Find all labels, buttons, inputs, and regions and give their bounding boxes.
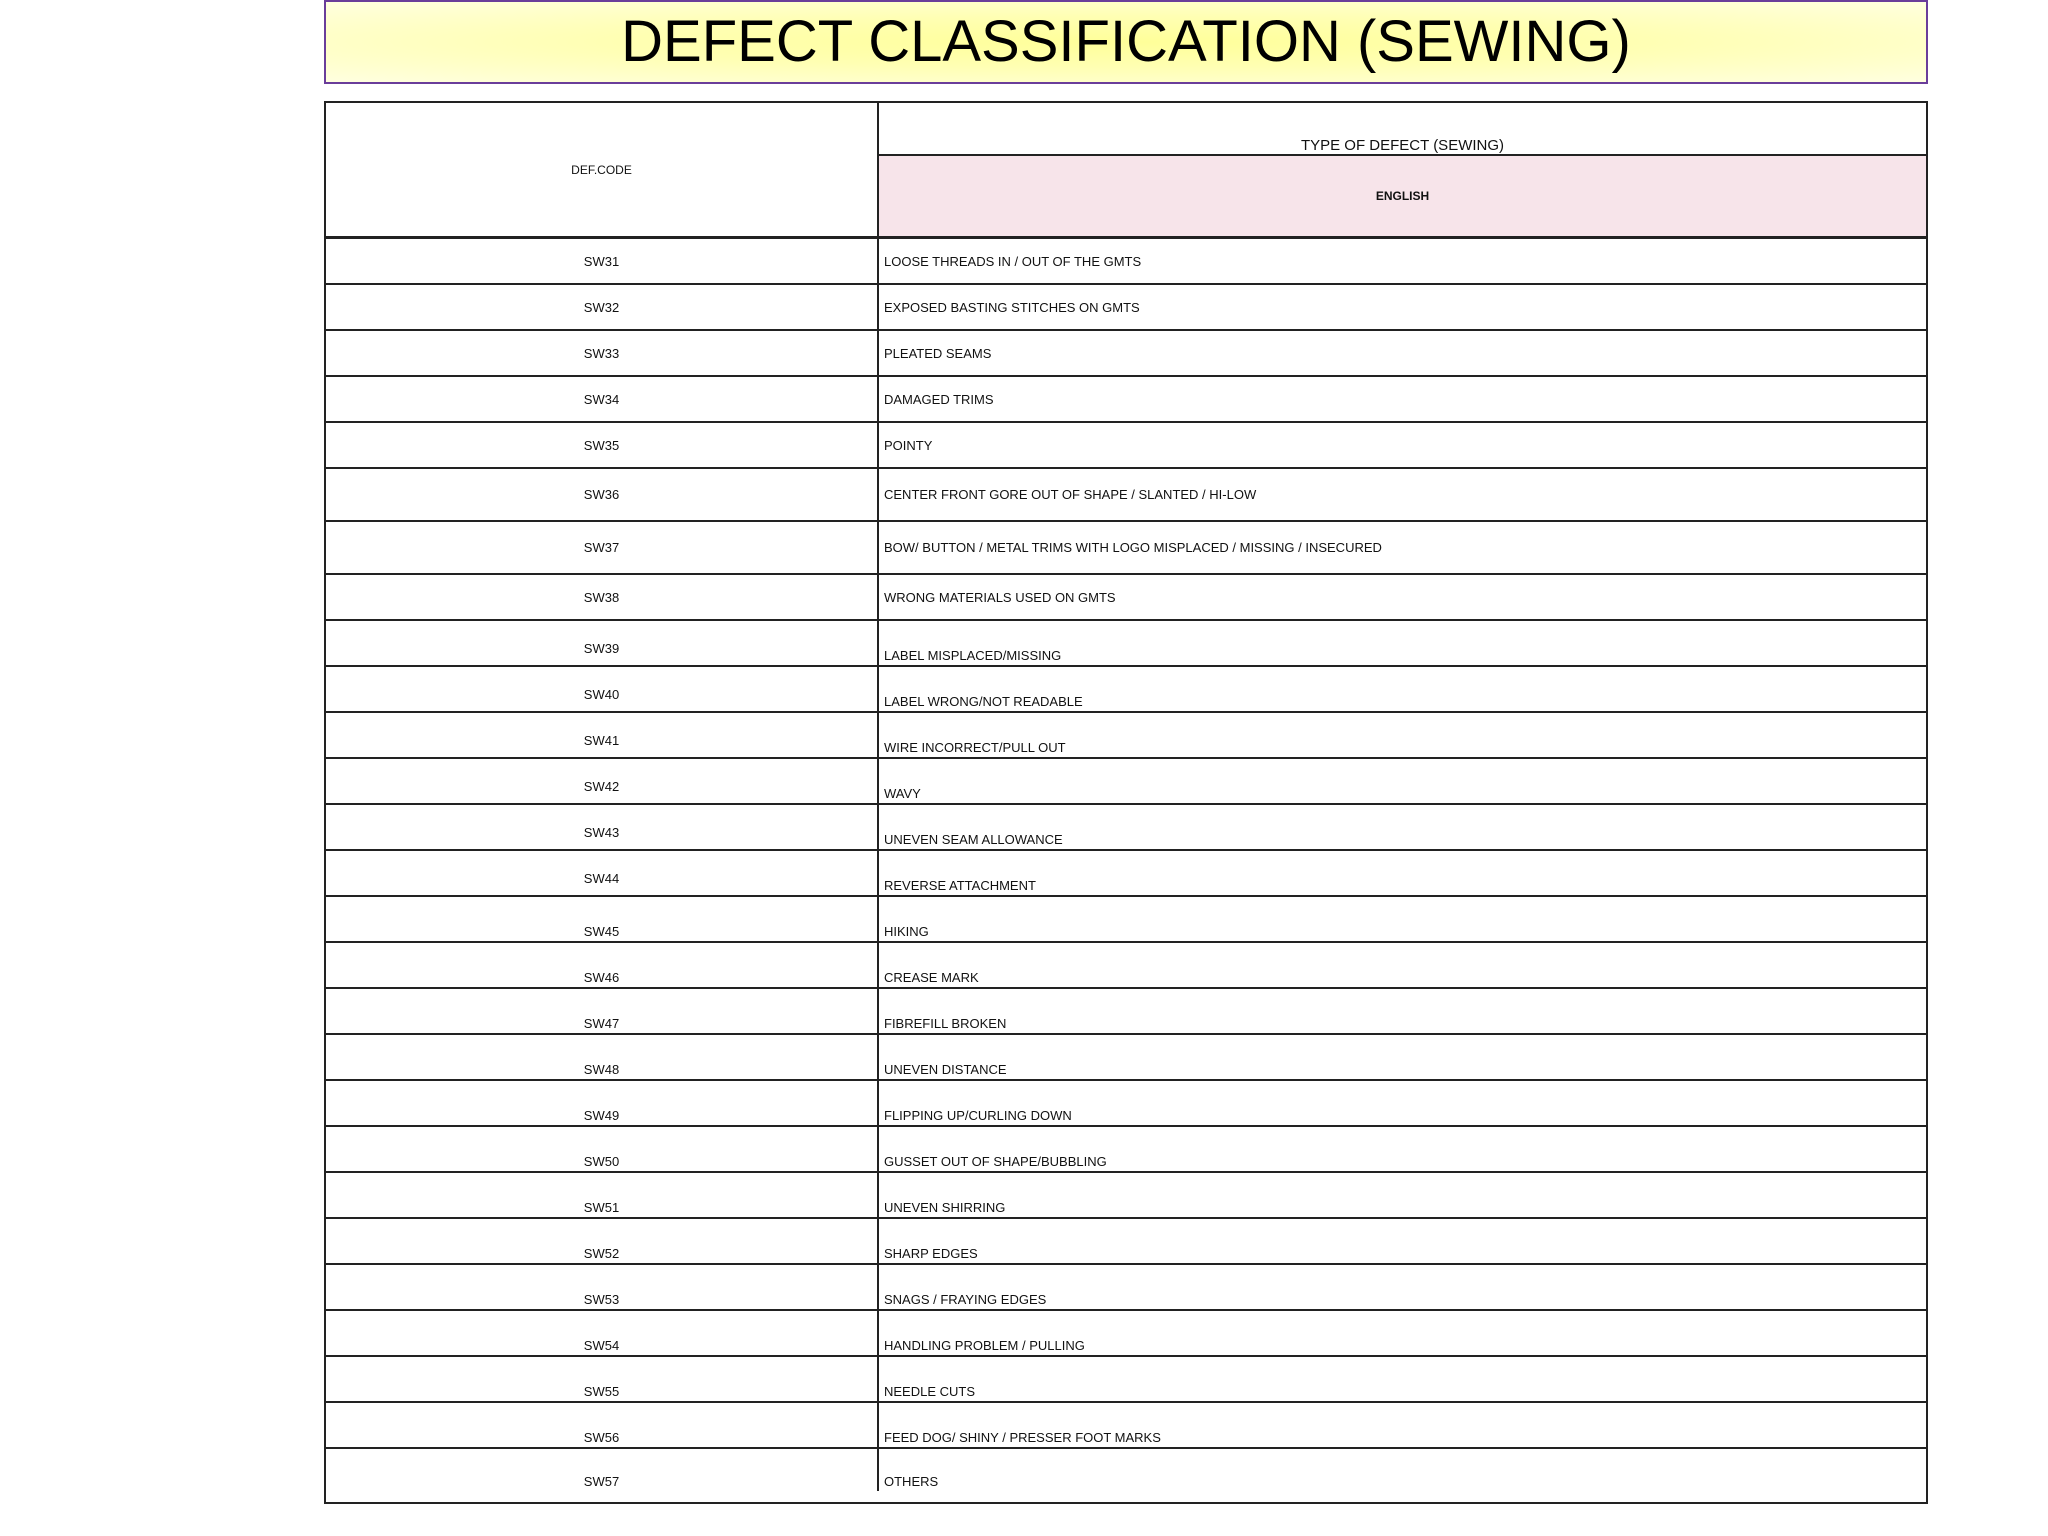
defect-code-cell: SW49: [326, 1081, 879, 1125]
table-row: [326, 331, 1926, 377]
defect-code-cell: SW40: [326, 667, 879, 711]
table-row: [326, 522, 1926, 575]
defect-description-cell: BOW/ BUTTON / METAL TRIMS WITH LOGO MISPLACED / MISSING / INSECURED: [884, 540, 1382, 555]
title-banner: [324, 0, 1928, 84]
defect-description-cell: NEEDLE CUTS: [884, 1384, 976, 1399]
defect-code-cell: SW36: [326, 469, 879, 520]
table-row: [326, 1081, 1926, 1127]
table-row: [326, 239, 1926, 285]
defect-code-cell: SW53: [326, 1265, 879, 1309]
defect-code-cell: SW44: [326, 851, 879, 895]
defect-description-cell: LABEL WRONG/NOT READABLE: [884, 694, 1083, 709]
table-row: [326, 667, 1926, 713]
defect-code-cell: SW56: [326, 1403, 879, 1447]
defect-code-cell: SW55: [326, 1357, 879, 1401]
defect-code-cell: SW31: [326, 239, 879, 283]
defect-description-cell: FEED DOG/ SHINY / PRESSER FOOT MARKS: [884, 1430, 1161, 1445]
defect-description-cell: UNEVEN SHIRRING: [884, 1200, 1006, 1215]
table-row: [326, 1173, 1926, 1219]
defect-code-cell: SW37: [326, 522, 879, 573]
defect-description-cell: FLIPPING UP/CURLING DOWN: [884, 1108, 1072, 1123]
defect-description-cell: WRONG MATERIALS USED ON GMTS: [884, 589, 1116, 605]
defect-description-cell: EXPOSED BASTING STITCHES ON GMTS: [884, 299, 1140, 315]
defect-code-cell: SW47: [326, 989, 879, 1033]
defect-description-cell: UNEVEN DISTANCE: [884, 1062, 1007, 1077]
defect-description-cell: HIKING: [884, 924, 929, 939]
defect-code-cell: SW38: [326, 575, 879, 619]
table-row: [326, 1035, 1926, 1081]
defect-description-cell: CREASE MARK: [884, 970, 979, 985]
defect-code-cell: SW50: [326, 1127, 879, 1171]
header-type-of-defect: TYPE OF DEFECT (SEWING): [879, 103, 1926, 156]
defect-table: [324, 101, 1928, 1504]
table-row: [326, 851, 1926, 897]
defect-code-cell: SW57: [326, 1449, 879, 1491]
defect-description-cell: LABEL MISPLACED/MISSING: [884, 648, 1062, 663]
table-row: [326, 1403, 1926, 1449]
defect-description-cell: FIBREFILL BROKEN: [884, 1016, 1007, 1031]
table-row: [326, 713, 1926, 759]
defect-code-cell: SW41: [326, 713, 879, 757]
defect-code-cell: SW43: [326, 805, 879, 849]
defect-description-cell: POINTY: [884, 437, 933, 453]
table-row: [326, 575, 1926, 621]
table-header: [326, 103, 1926, 239]
defect-description-cell: OTHERS: [884, 1474, 939, 1489]
defect-code-cell: SW42: [326, 759, 879, 803]
defect-description-cell: LOOSE THREADS IN / OUT OF THE GMTS: [884, 253, 1142, 269]
defect-description-cell: SNAGS / FRAYING EDGES: [884, 1292, 1047, 1307]
defect-code-cell: SW35: [326, 423, 879, 467]
table-row: [326, 897, 1926, 943]
table-row: [326, 469, 1926, 522]
defect-code-cell: SW51: [326, 1173, 879, 1217]
defect-description-cell: WIRE INCORRECT/PULL OUT: [884, 740, 1066, 755]
table-row: [326, 943, 1926, 989]
defect-code-cell: SW45: [326, 897, 879, 941]
defect-code-cell: SW48: [326, 1035, 879, 1079]
defect-description-cell: DAMAGED TRIMS: [884, 391, 994, 407]
defect-description-cell: CENTER FRONT GORE OUT OF SHAPE / SLANTED / HI-LOW: [884, 487, 1257, 502]
table-row: [326, 989, 1926, 1035]
table-row: [326, 285, 1926, 331]
page-title: DEFECT CLASSIFICATION (SEWING): [621, 9, 1631, 74]
defect-description-cell: WAVY: [884, 786, 921, 801]
table-row: [326, 759, 1926, 805]
defect-code-cell: SW52: [326, 1219, 879, 1263]
table-row: [326, 1449, 1926, 1491]
defect-code-cell: SW32: [326, 285, 879, 329]
table-row: [326, 1265, 1926, 1311]
table-row: [326, 805, 1926, 851]
defect-code-cell: SW34: [326, 377, 879, 421]
table-row: [326, 377, 1926, 423]
defect-description-cell: REVERSE ATTACHMENT: [884, 878, 1036, 893]
table-row: [326, 1219, 1926, 1265]
defect-description-cell: SHARP EDGES: [884, 1246, 978, 1261]
defect-description-cell: UNEVEN SEAM ALLOWANCE: [884, 832, 1063, 847]
header-language: ENGLISH: [879, 156, 1926, 236]
defect-description-cell: HANDLING PROBLEM / PULLING: [884, 1338, 1085, 1353]
defect-code-cell: SW33: [326, 331, 879, 375]
defect-code-cell: SW39: [326, 621, 879, 665]
table-row: [326, 1311, 1926, 1357]
table-row: [326, 1357, 1926, 1403]
defect-description-cell: GUSSET OUT OF SHAPE/BUBBLING: [884, 1154, 1107, 1169]
table-row: [326, 423, 1926, 469]
defect-description-cell: PLEATED SEAMS: [884, 345, 992, 361]
header-def-code: DEF.CODE: [326, 103, 879, 236]
table-row: [326, 621, 1926, 667]
defect-code-cell: SW46: [326, 943, 879, 987]
defect-code-cell: SW54: [326, 1311, 879, 1355]
table-row: [326, 1127, 1926, 1173]
table-body: [326, 239, 1926, 1502]
